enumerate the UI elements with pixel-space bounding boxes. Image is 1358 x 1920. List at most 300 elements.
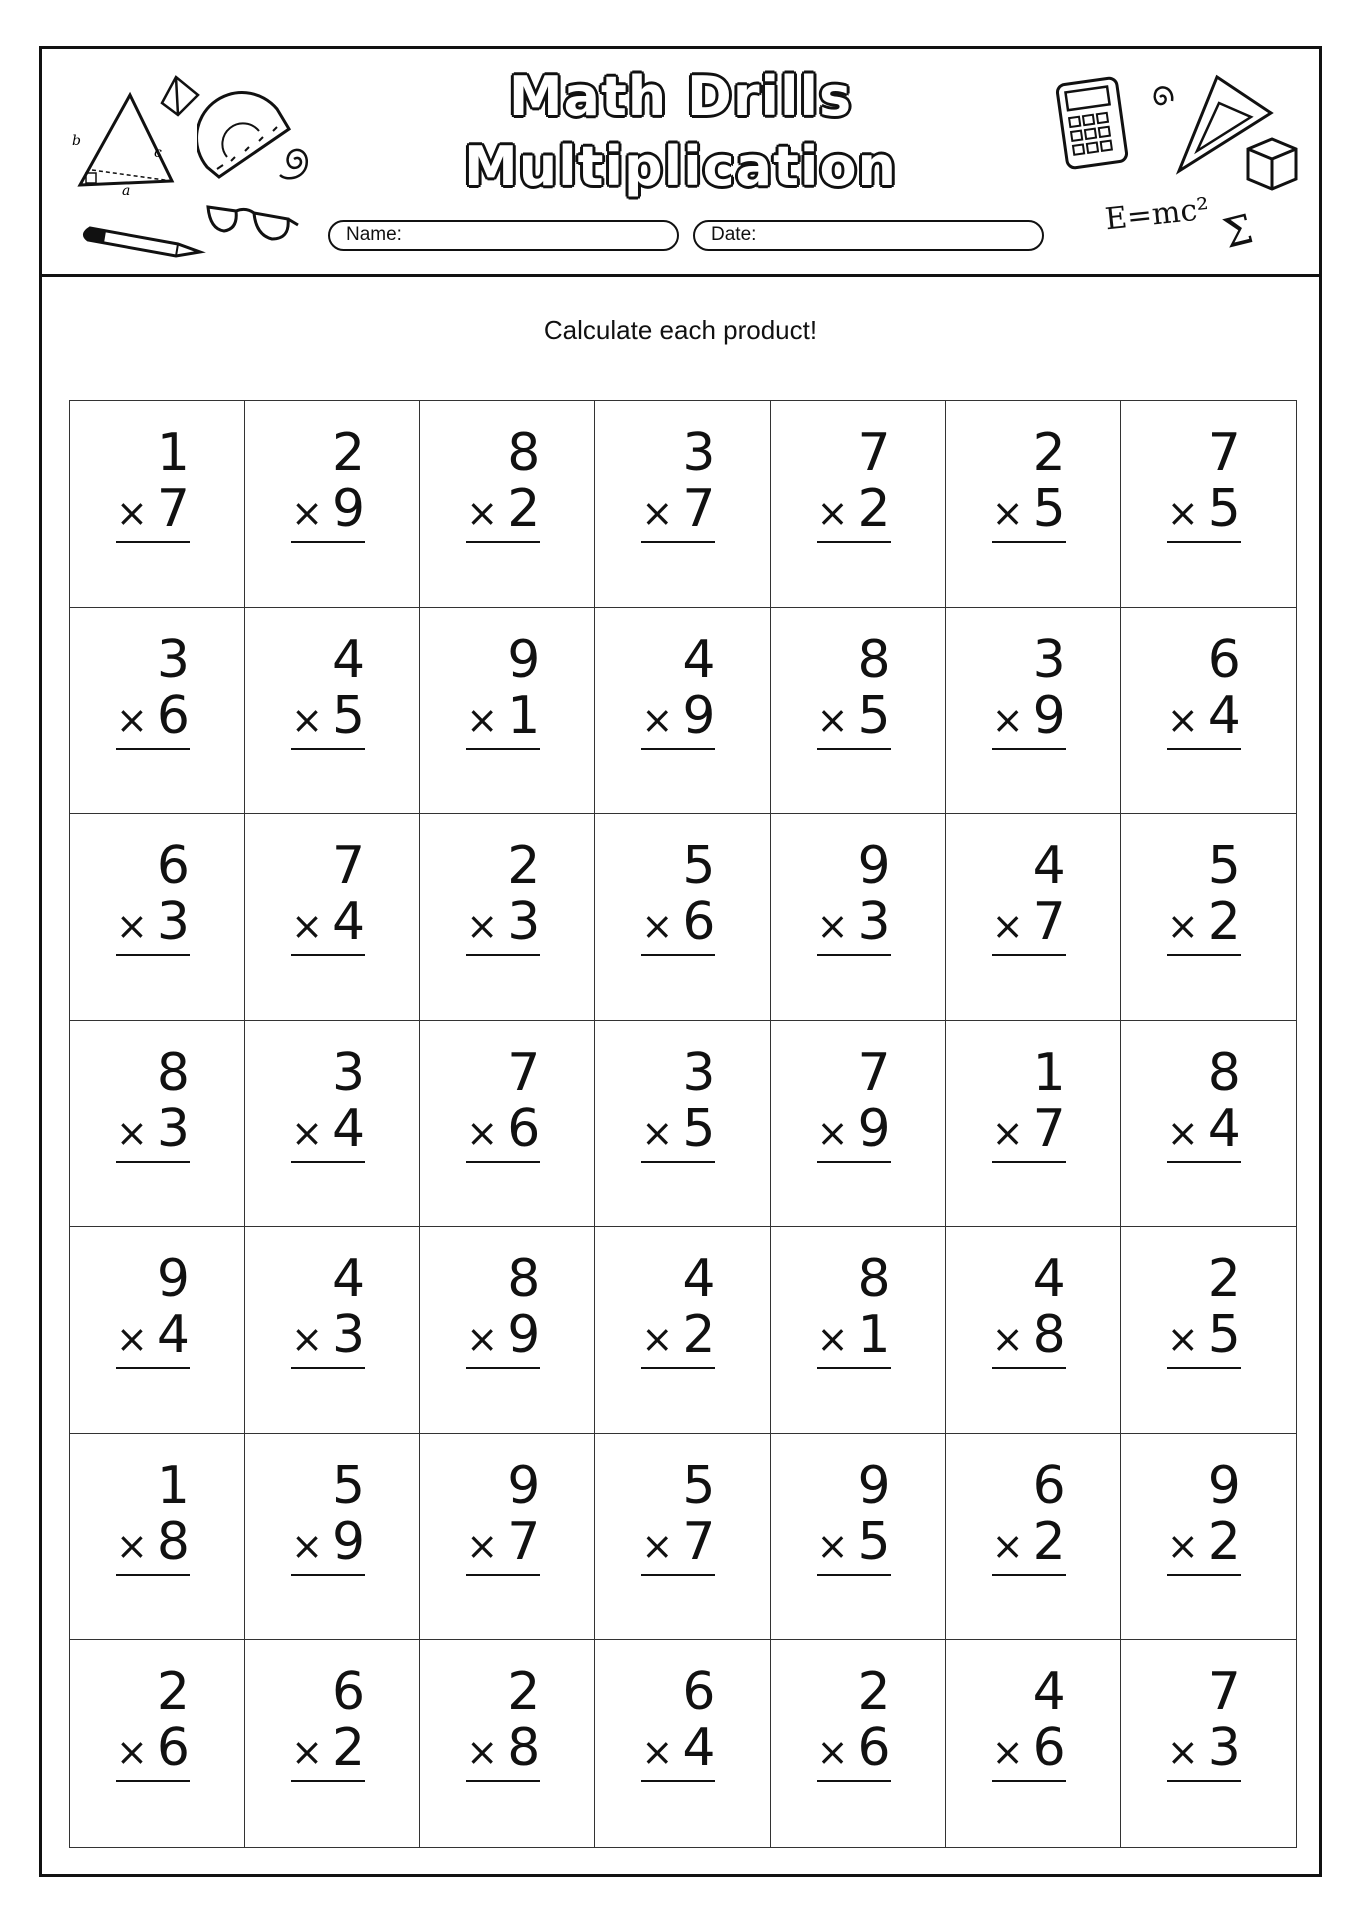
multiplier: 3 xyxy=(156,1098,190,1159)
problem-cell xyxy=(595,1434,770,1641)
multiplication-problem xyxy=(1167,425,1241,543)
answer-line xyxy=(992,1367,1066,1369)
times-sign: × xyxy=(1166,1523,1199,1568)
multiplication-problem xyxy=(291,1251,365,1369)
problem-cell xyxy=(946,814,1121,1021)
times-sign: × xyxy=(816,1523,849,1568)
times-sign: × xyxy=(116,1317,148,1362)
answer-line xyxy=(466,1161,540,1163)
problem-cell xyxy=(245,1227,420,1434)
times-sign: × xyxy=(991,1317,1024,1362)
multiplication-problem xyxy=(291,425,365,543)
answer-line xyxy=(992,954,1066,956)
multiplication-problem xyxy=(641,425,715,543)
multiplier: 3 xyxy=(857,892,891,953)
times-sign: × xyxy=(991,1730,1024,1775)
times-sign: × xyxy=(1166,1730,1199,1775)
multiplication-problem xyxy=(641,1251,715,1369)
multiplier-row xyxy=(291,1511,366,1572)
multiplicand: 4 xyxy=(682,629,716,690)
multiplication-problem xyxy=(817,1664,891,1782)
problem-grid xyxy=(69,400,1297,1848)
problem-cell xyxy=(245,814,420,1021)
times-sign: × xyxy=(291,491,323,535)
multiplier-row xyxy=(816,1718,891,1779)
multiplier: 5 xyxy=(682,1098,716,1159)
multiplier-row xyxy=(291,892,366,953)
multiplicand: 4 xyxy=(682,1249,716,1310)
times-sign: × xyxy=(816,904,849,949)
problem-cell xyxy=(420,1021,595,1228)
multiplier: 9 xyxy=(1032,685,1066,746)
multiplier: 4 xyxy=(1207,1098,1241,1159)
multiplicand: 3 xyxy=(682,1042,716,1103)
multiplier-row xyxy=(291,1718,366,1779)
multiplier: 5 xyxy=(1207,1305,1241,1366)
multiplicand: 2 xyxy=(156,1662,190,1723)
multiplier: 4 xyxy=(1207,685,1241,746)
multiplicand: 9 xyxy=(507,1455,541,1516)
multiplication-problem xyxy=(466,425,540,543)
multiplier: 7 xyxy=(1032,892,1066,953)
multiplier: 7 xyxy=(507,1511,541,1572)
times-sign: × xyxy=(1166,491,1199,535)
multiplier: 4 xyxy=(156,1305,190,1366)
multiplicand: 6 xyxy=(332,1662,366,1723)
multiplication-problem xyxy=(291,1455,366,1576)
times-sign: × xyxy=(641,1317,674,1362)
times-sign: × xyxy=(1166,697,1199,742)
multiplication-problem xyxy=(291,838,365,956)
multiplier-row xyxy=(291,481,365,537)
multiplicand: 5 xyxy=(332,1455,366,1516)
multiplier-row xyxy=(466,1718,541,1779)
problem-cell xyxy=(420,1434,595,1641)
triangle-label-a: a xyxy=(122,183,131,195)
problem-cell xyxy=(245,1434,420,1641)
multiplier-row xyxy=(116,1098,190,1159)
multiplicand: 3 xyxy=(682,423,716,483)
problem-cell xyxy=(70,608,245,815)
multiplier-row xyxy=(641,1305,716,1366)
multiplier: 4 xyxy=(332,892,366,953)
answer-line xyxy=(992,1161,1066,1163)
multiplier-row xyxy=(641,892,716,953)
multiplication-problem xyxy=(816,1455,891,1576)
multiplication-problem xyxy=(116,838,190,956)
multiplicand: 4 xyxy=(1032,1249,1066,1310)
multiplier: 5 xyxy=(857,685,891,746)
times-sign: × xyxy=(466,491,499,535)
multiplication-problem xyxy=(116,1664,190,1782)
times-sign: × xyxy=(641,697,674,742)
times-sign: × xyxy=(116,904,148,949)
multiplicand: 6 xyxy=(1032,1455,1066,1516)
multiplier-row xyxy=(1166,892,1241,953)
answer-line xyxy=(1167,1574,1241,1576)
multiplicand: 7 xyxy=(332,836,366,897)
multiplication-problem xyxy=(466,1251,540,1369)
problem-cell xyxy=(595,814,770,1021)
problem-cell xyxy=(1121,1434,1296,1641)
triangle-label-b: b xyxy=(72,133,81,149)
multiplier: 4 xyxy=(682,1718,716,1779)
answer-line xyxy=(992,1574,1066,1576)
multiplier: 8 xyxy=(507,1718,541,1779)
multiplicand: 7 xyxy=(857,1042,891,1103)
times-sign: × xyxy=(291,904,323,949)
multiplier-row xyxy=(1166,1098,1241,1159)
times-sign: × xyxy=(991,491,1024,535)
times-sign: × xyxy=(291,1730,323,1775)
multiplicand: 4 xyxy=(1032,836,1066,897)
answer-line xyxy=(641,1780,715,1782)
answer-line xyxy=(116,1367,190,1369)
times-sign: × xyxy=(816,697,849,742)
multiplicand: 5 xyxy=(1207,836,1241,897)
problem-cell xyxy=(420,608,595,815)
multiplication-problem xyxy=(817,838,891,956)
multiplier: 4 xyxy=(332,1098,366,1159)
answer-line xyxy=(466,541,540,543)
multiplier: 5 xyxy=(1207,479,1241,539)
multiplier: 1 xyxy=(507,685,541,746)
multiplicand: 7 xyxy=(507,1042,541,1103)
problem-cell xyxy=(771,1640,946,1847)
multiplier-row xyxy=(466,1511,541,1572)
times-sign: × xyxy=(991,904,1024,949)
problem-cell xyxy=(771,1021,946,1228)
problem-cell xyxy=(595,1640,770,1847)
multiplier: 2 xyxy=(332,1718,366,1779)
multiplicand: 1 xyxy=(156,1455,190,1516)
answer-line xyxy=(291,1574,365,1576)
name-field[interactable] xyxy=(328,220,679,251)
multiplier: 9 xyxy=(332,479,366,539)
answer-line xyxy=(817,1367,891,1369)
problem-cell xyxy=(70,814,245,1021)
multiplication-problem xyxy=(291,1664,365,1782)
problem-cell xyxy=(420,1227,595,1434)
problem-cell xyxy=(771,814,946,1021)
answer-line xyxy=(641,748,715,750)
pencil-icon xyxy=(80,214,210,264)
problem-cell xyxy=(1121,401,1296,608)
problem-cell xyxy=(771,401,946,608)
multiplication-problem xyxy=(291,629,366,750)
multiplicand: 9 xyxy=(857,836,891,897)
problem-cell xyxy=(595,1227,770,1434)
problem-cell xyxy=(70,401,245,608)
answer-line xyxy=(291,1367,365,1369)
times-sign: × xyxy=(1166,904,1199,949)
answer-line xyxy=(466,748,540,750)
answer-line xyxy=(466,954,540,956)
answer-line xyxy=(641,1574,715,1576)
multiplier-row xyxy=(116,1718,190,1779)
multiplicand: 9 xyxy=(1207,1455,1241,1516)
multiplicand: 7 xyxy=(1207,1662,1241,1723)
multiplier: 6 xyxy=(857,1718,891,1779)
problem-cell xyxy=(595,608,770,815)
multiplier-row xyxy=(291,1305,366,1366)
multiplier-row xyxy=(1166,685,1241,746)
answer-line xyxy=(116,1161,190,1163)
problem-cell xyxy=(70,1227,245,1434)
multiplicand: 6 xyxy=(682,1662,716,1723)
multiplier-row xyxy=(291,685,366,746)
worksheet-title-line1: Math Drills xyxy=(508,65,853,128)
multiplier: 6 xyxy=(156,685,190,746)
multiplication-problem xyxy=(817,425,891,543)
multiplier-row xyxy=(816,1305,891,1366)
answer-line xyxy=(992,541,1066,543)
multiplicand: 4 xyxy=(332,629,366,690)
times-sign: × xyxy=(641,904,674,949)
multiplier: 6 xyxy=(682,892,716,953)
answer-line xyxy=(641,541,715,543)
multiplier-row xyxy=(641,481,715,537)
cube-icon xyxy=(1238,129,1308,199)
answer-line xyxy=(1167,954,1241,956)
multiplication-problem xyxy=(817,1251,891,1369)
problem-cell xyxy=(946,1640,1121,1847)
multiplier: 3 xyxy=(332,1305,366,1366)
multiplier-row xyxy=(816,685,891,746)
calculator-icon xyxy=(1054,75,1134,175)
answer-line xyxy=(1167,1780,1241,1782)
answer-line xyxy=(817,1780,891,1782)
times-sign: × xyxy=(991,697,1024,742)
sigma-symbol: Σ xyxy=(1218,206,1258,258)
multiplier-row xyxy=(991,892,1066,953)
multiplier-row xyxy=(466,892,541,953)
multiplier: 3 xyxy=(156,892,190,953)
multiplier: 6 xyxy=(507,1098,541,1159)
multiplier: 3 xyxy=(1207,1718,1241,1779)
times-sign: × xyxy=(466,1317,499,1362)
answer-line xyxy=(992,1780,1066,1782)
multiplier: 5 xyxy=(857,1511,891,1572)
multiplication-problem xyxy=(1166,1042,1241,1163)
problem-cell xyxy=(245,401,420,608)
formula-text: E=mc² xyxy=(1103,191,1211,238)
multiplicand: 8 xyxy=(857,629,891,690)
multiplier: 7 xyxy=(682,479,716,539)
answer-line xyxy=(1167,1367,1241,1369)
multiplier: 9 xyxy=(682,685,716,746)
multiplier-row xyxy=(466,1098,541,1159)
multiplicand: 5 xyxy=(682,1455,716,1516)
problem-cell xyxy=(595,1021,770,1228)
multiplicand: 7 xyxy=(1207,423,1241,483)
multiplier: 9 xyxy=(332,1511,366,1572)
multiplicand: 2 xyxy=(1032,423,1066,483)
multiplier: 2 xyxy=(857,479,891,539)
multiplication-problem xyxy=(291,1042,366,1163)
multiplier: 9 xyxy=(857,1098,891,1159)
problem-cell xyxy=(70,1434,245,1641)
problem-cell xyxy=(1121,1640,1296,1847)
answer-line xyxy=(992,748,1066,750)
answer-line xyxy=(291,541,365,543)
times-sign: × xyxy=(816,1317,849,1362)
times-sign: × xyxy=(816,491,849,535)
multiplier-row xyxy=(816,1511,891,1572)
times-sign: × xyxy=(291,697,323,742)
multiplier-row xyxy=(816,892,891,953)
problem-cell xyxy=(1121,608,1296,815)
multiplicand: 8 xyxy=(156,1042,190,1103)
problem-cell xyxy=(420,814,595,1021)
multiplication-problem xyxy=(992,1664,1066,1782)
times-sign: × xyxy=(816,1730,849,1775)
times-sign: × xyxy=(291,1317,323,1362)
multiplicand: 2 xyxy=(332,423,366,483)
multiplier-row xyxy=(991,1305,1066,1366)
answer-line xyxy=(641,1367,715,1369)
multiplier-row xyxy=(116,1511,190,1572)
multiplicand: 1 xyxy=(156,423,190,483)
answer-line xyxy=(291,1780,365,1782)
multiplier-row xyxy=(991,1718,1066,1779)
multiplier-row xyxy=(816,1098,891,1159)
times-sign: × xyxy=(116,1110,148,1155)
answer-line xyxy=(817,1574,891,1576)
multiplicand: 2 xyxy=(507,1662,541,1723)
multiplier: 5 xyxy=(332,685,366,746)
answer-line xyxy=(116,1780,190,1782)
answer-line xyxy=(116,1574,190,1576)
multiplicand: 3 xyxy=(332,1042,366,1103)
times-sign: × xyxy=(466,904,499,949)
multiplicand: 5 xyxy=(682,836,716,897)
problem-cell xyxy=(420,401,595,608)
answer-line xyxy=(641,1161,715,1163)
multiplier-row xyxy=(991,1511,1066,1572)
problem-cell xyxy=(1121,1227,1296,1434)
multiplier-row xyxy=(466,685,541,746)
triangle-label-c: c xyxy=(154,145,162,161)
worksheet-frame xyxy=(39,46,1322,1877)
multiplication-problem xyxy=(116,1455,190,1576)
times-sign: × xyxy=(291,1110,323,1155)
multiplier-row xyxy=(116,481,190,537)
multiplication-problem xyxy=(116,1042,190,1163)
multiplier: 9 xyxy=(507,1305,541,1366)
multiplication-problem xyxy=(1166,629,1241,750)
multiplication-problem xyxy=(641,1455,716,1576)
multiplicand: 9 xyxy=(156,1249,190,1310)
multiplication-problem xyxy=(991,1455,1066,1576)
multiplier: 6 xyxy=(156,1718,190,1779)
multiplicand: 2 xyxy=(507,836,541,897)
problem-cell xyxy=(771,608,946,815)
answer-line xyxy=(817,954,891,956)
multiplicand: 8 xyxy=(507,1249,541,1310)
multiplication-problem xyxy=(1167,1664,1241,1782)
multiplication-problem xyxy=(116,425,190,543)
problem-cell xyxy=(595,401,770,608)
multiplication-problem xyxy=(992,1251,1066,1369)
times-sign: × xyxy=(116,1730,148,1775)
multiplier: 2 xyxy=(1032,1511,1066,1572)
times-sign: × xyxy=(641,1110,674,1155)
times-sign: × xyxy=(641,491,674,535)
times-sign: × xyxy=(641,1523,674,1568)
times-sign: × xyxy=(816,1110,849,1155)
date-field[interactable] xyxy=(693,220,1044,251)
answer-line xyxy=(116,748,190,750)
multiplicand: 6 xyxy=(1207,629,1241,690)
multiplier-row xyxy=(1167,481,1241,537)
multiplication-problem xyxy=(816,1042,891,1163)
multiplication-problem xyxy=(466,629,541,750)
answer-line xyxy=(466,1574,540,1576)
multiplication-problem xyxy=(991,1042,1066,1163)
multiplier-row xyxy=(1166,1511,1241,1572)
multiplier-row xyxy=(291,1098,366,1159)
multiplier: 2 xyxy=(507,479,541,539)
multiplier-row xyxy=(1166,1718,1241,1779)
problem-cell xyxy=(70,1021,245,1228)
problem-cell xyxy=(245,1021,420,1228)
times-sign: × xyxy=(291,1523,323,1568)
problem-cell xyxy=(946,1227,1121,1434)
date-label: Date: xyxy=(711,224,757,245)
answer-line xyxy=(1167,541,1241,543)
multiplication-problem xyxy=(1167,838,1241,956)
worksheet-title-line2: Multiplication xyxy=(463,135,897,198)
multiplier-row xyxy=(641,1718,716,1779)
times-sign: × xyxy=(466,1523,499,1568)
multiplicand: 3 xyxy=(156,629,190,690)
multiplicand: 8 xyxy=(507,423,541,483)
multiplication-problem xyxy=(992,838,1066,956)
times-sign: × xyxy=(116,491,148,535)
problem-cell xyxy=(946,401,1121,608)
multiplication-problem xyxy=(466,1455,541,1576)
multiplier-row xyxy=(992,481,1066,537)
multiplication-problem xyxy=(816,629,891,750)
answer-line xyxy=(116,954,190,956)
problem-cell xyxy=(420,1640,595,1847)
multiplier: 2 xyxy=(1207,892,1241,953)
answer-line xyxy=(1167,1161,1241,1163)
multiplication-problem xyxy=(1167,1251,1241,1369)
multiplication-problem xyxy=(466,1042,541,1163)
multiplicand: 9 xyxy=(507,629,541,690)
multiplication-problem xyxy=(991,629,1066,750)
times-sign: × xyxy=(466,697,499,742)
multiplier-row xyxy=(116,1305,190,1366)
problem-cell xyxy=(771,1434,946,1641)
multiplication-problem xyxy=(1166,1455,1241,1576)
multiplicand: 8 xyxy=(857,1249,891,1310)
multiplier: 8 xyxy=(156,1511,190,1572)
multiplier: 1 xyxy=(857,1305,891,1366)
answer-line xyxy=(1167,748,1241,750)
problem-cell xyxy=(771,1227,946,1434)
multiplication-problem xyxy=(116,1251,190,1369)
times-sign: × xyxy=(116,1523,148,1568)
problem-cell xyxy=(245,1640,420,1847)
times-sign: × xyxy=(466,1730,499,1775)
multiplicand: 4 xyxy=(332,1249,366,1310)
multiplier: 8 xyxy=(1032,1305,1066,1366)
answer-line xyxy=(291,954,365,956)
multiplier-row xyxy=(466,481,540,537)
